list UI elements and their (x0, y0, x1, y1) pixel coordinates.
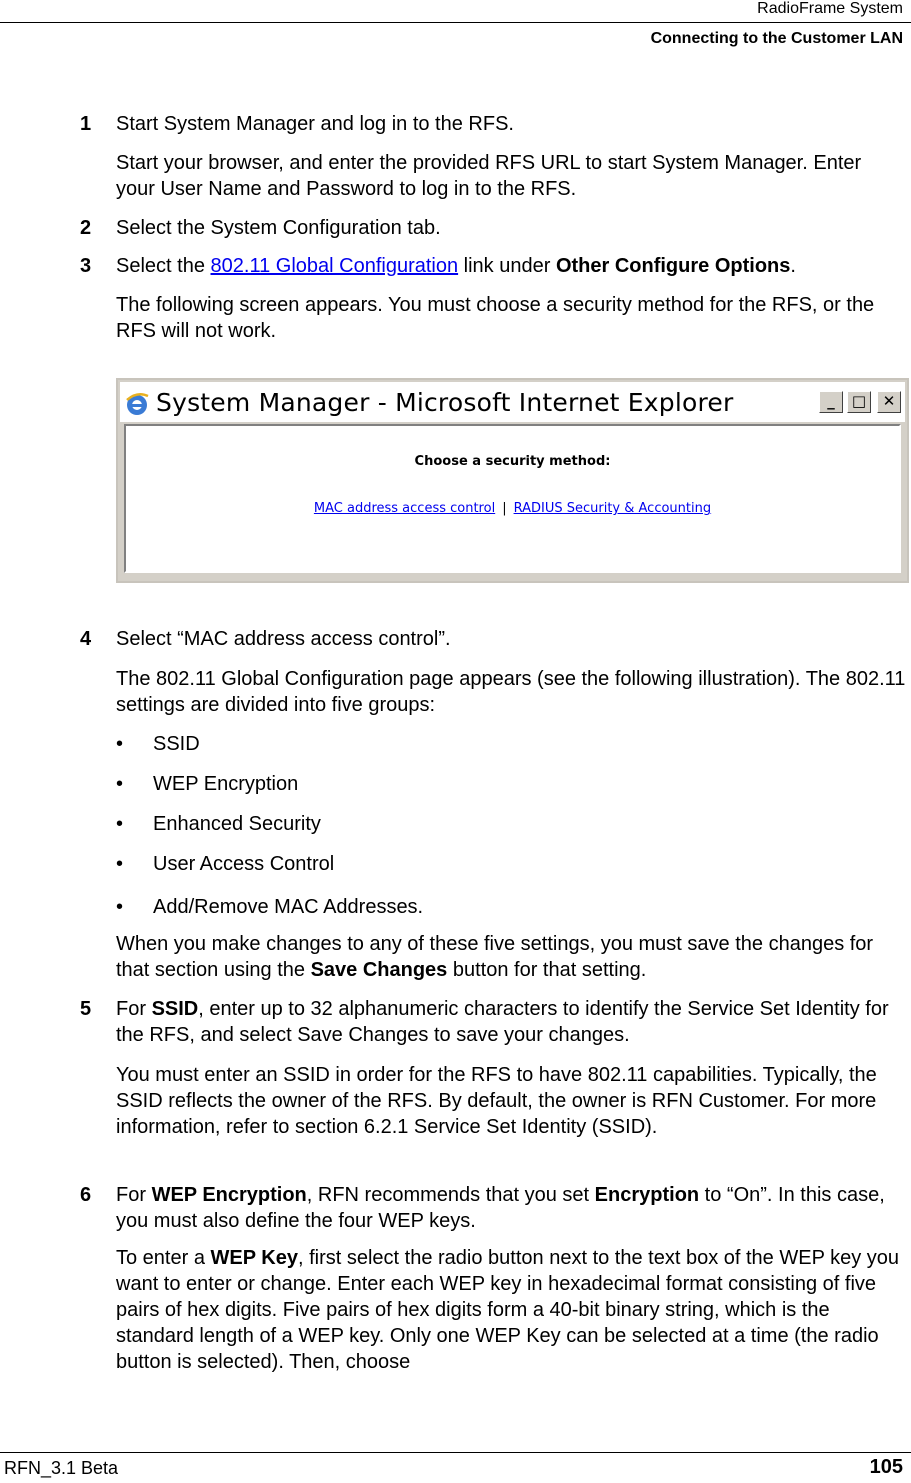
step-1-text: Start System Manager and log in to the RFS. (116, 113, 514, 135)
step-1-number: 1 (80, 113, 92, 135)
bullet-item: User Access Control (153, 853, 335, 875)
window-title: System Manager - Microsoft Internet Explorer (156, 388, 734, 417)
radius-security-link[interactable]: RADIUS Security & Accounting (513, 501, 712, 516)
security-prompt: Choose a security method: (414, 454, 611, 469)
security-options (126, 501, 899, 516)
step-4-number: 4 (80, 628, 92, 650)
minimize-button[interactable]: _ (819, 391, 843, 413)
step-4-detail: The 802.11 Global Configuration page appears (see the following illustration). The 802.11 settings are divided into five groups: (116, 668, 906, 716)
step-2-number: 2 (80, 217, 92, 239)
step-5-text: For SSID, enter up to 32 alphanumeric characters to identify the Service Set Identity for the RFS, and select Save Changes to save your changes. (116, 998, 889, 1046)
page-number: 105 (869, 1456, 903, 1478)
footer-rule (0, 1452, 911, 1453)
step-6-detail: To enter a WEP Key, first select the radio button next to the text box of the WEP key you want to enter or change. Enter each WEP key in hexadecimal format consisting of five pairs of hex digits. Five pairs of hex digits form a 40-bit binary string, which is the standard length of a WEP key. Only one WEP Key can be selected at a time (the radio button is selected). Then, choose (116, 1247, 900, 1373)
bullet-item: SSID (153, 733, 200, 755)
mac-access-control-link[interactable]: MAC address access control (313, 501, 496, 516)
bullet-item: Add/Remove MAC Addresses. (153, 896, 424, 918)
bullet-glyph: • (116, 813, 124, 835)
global-config-link[interactable]: 802.11 Global Configuration (210, 255, 459, 277)
step-5-detail: You must enter an SSID in order for the RFS to have 802.11 capabilities. Typically, the SSID reflects the owner of the RFS. By default, the owner is RFN Customer. For more information, refer to section 6.2.1 Service Set Identity (SSID). (116, 1064, 877, 1138)
step-2-text: Select the System Configuration tab. (116, 217, 441, 239)
option-separator: | (502, 501, 507, 516)
step-6-number: 6 (80, 1184, 92, 1206)
window-titlebar (120, 382, 905, 422)
step-3-detail: The following screen appears. You must choose a security method for the RFS, or the RFS will not work. (116, 294, 875, 342)
window-client-area (124, 424, 901, 573)
bullet-glyph: • (116, 773, 124, 795)
save-changes-note: When you make changes to any of these five settings, you must save the changes for that section using the Save Changes button for that setting. (116, 933, 874, 981)
running-header-section: Connecting to the Customer LAN (650, 30, 903, 47)
bullet-item: Enhanced Security (153, 813, 321, 835)
step-3-number: 3 (80, 255, 92, 277)
maximize-button[interactable]: □ (847, 391, 871, 413)
header-rule (0, 22, 911, 23)
step-3-text: Select the 802.11 Global Configuration link under Other Configure Options. (116, 255, 796, 277)
step-5-number: 5 (80, 998, 92, 1020)
bullet-glyph: • (116, 853, 124, 875)
bullet-item: WEP Encryption (153, 773, 299, 795)
running-header-title: RadioFrame System (757, 0, 903, 17)
internet-explorer-icon (124, 391, 150, 417)
step-4-text: Select “MAC address access control”. (116, 628, 451, 650)
ie-window-screenshot (116, 378, 909, 583)
bullet-glyph: • (116, 896, 124, 918)
step-6-text: For WEP Encryption, RFN recommends that you set Encryption to “On”. In this case, you must also define the four WEP keys. (116, 1184, 885, 1232)
close-button[interactable]: ✕ (877, 391, 901, 413)
step-1-detail: Start your browser, and enter the provided RFS URL to start System Manager. Enter your User Name and Password to log in to the RFS. (116, 152, 862, 200)
bullet-glyph: • (116, 733, 124, 755)
footer-document-id: RFN_3.1 Beta (4, 1458, 119, 1478)
